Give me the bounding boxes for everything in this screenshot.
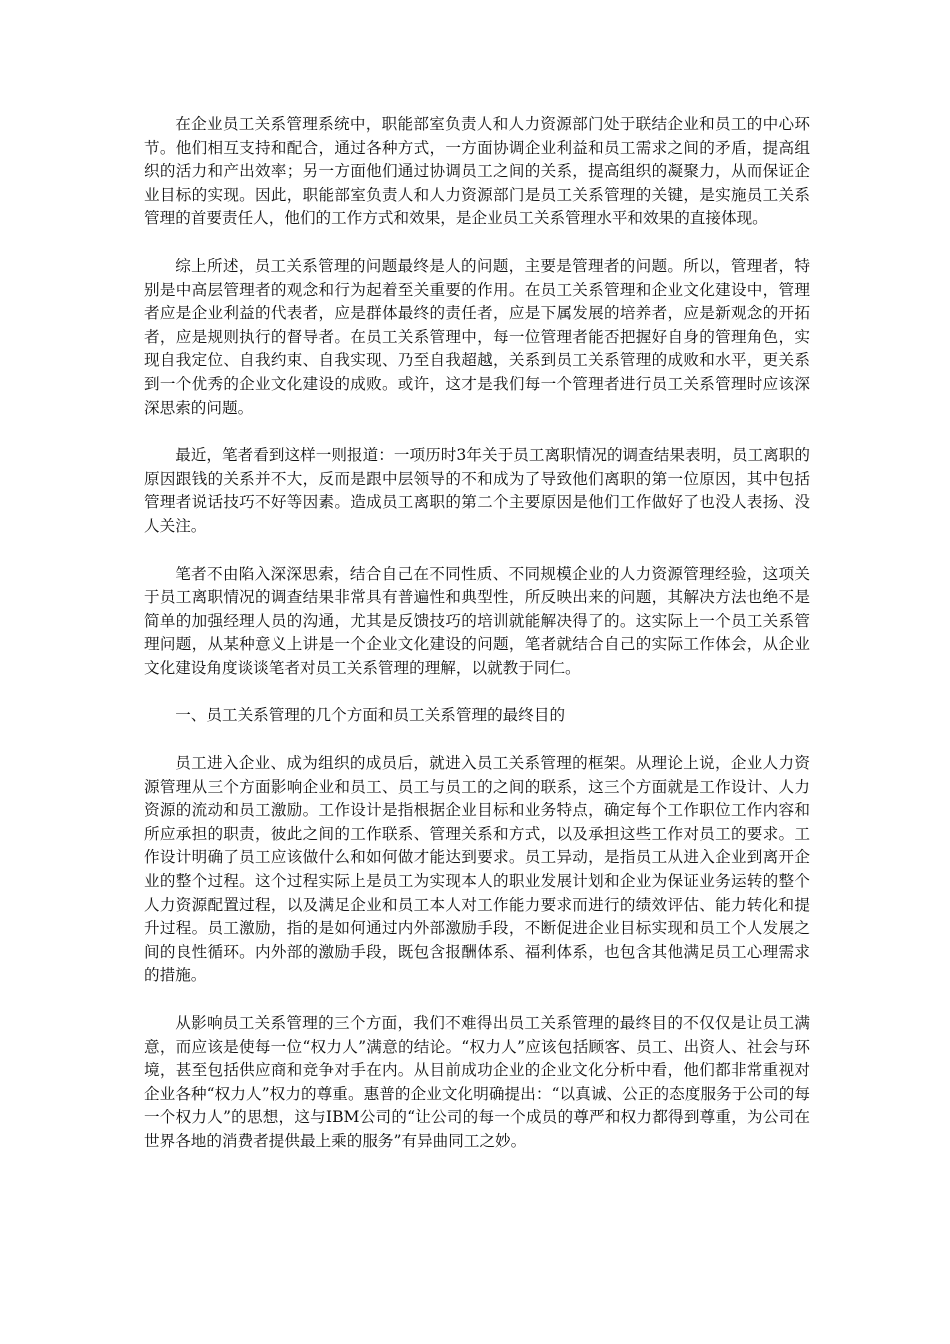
paragraph-2: 综上所述，员工关系管理的问题最终是人的问题，主要是管理者的问题。所以，管理者，特别是中高层管理者的观念和行为起着至关重要的作用。在员工关系管理和企业文化建设中，管理者应是企业利益的代表者，应是群体最终的责任者，应是下属发展的培养者，应是新观念的开拓者，应是规则执行的督导者。在员工关系管理中，每一位管理者能否把握好自身的管理角色，实现自我定位、自我约束、自我实现、乃至自我超越，关系到员工关系管理的成败和水平，更关系到一个优秀的企业文化建设的成败。或许，这才是我们每一个管理者进行员工关系管理时应该深深思索的问题。 (144, 256, 810, 417)
document-page (144, 113, 810, 1178)
paragraph-4: 笔者不由陷入深深思索，结合自己在不同性质、不同规模企业的人力资源管理经验，这项关于员工离职情况的调查结果非常具有普遍性和典型性，所反映出来的问题，其解决方法也绝不是简单的加强经理人员的沟通，尤其是反馈技巧的培训就能解决得了的。这实际上一个员工关系管理问题，从某种意义上讲是一个企业文化建设的问题，笔者就结合自己的实际工作体会，从企业文化建设角度谈谈笔者对员工关系管理的理解，以就教于同仁。 (144, 564, 810, 677)
section-heading: 一、员工关系管理的几个方面和员工关系管理的最终目的 (175, 706, 566, 725)
paragraph-3: 最近，笔者看到这样一则报道：一项历时3年关于员工离职情况的调查结果表明，员工离职的原因跟钱的关系并不大，反而是跟中层领导的不和成为了导致他们离职的第一位原因，其中包括管理者说话技巧不好等因素。造成员工离职的第二个主要原因是他们工作做好了也没人表扬、没人关注。 (144, 446, 810, 535)
paragraph-1: 在企业员工关系管理系统中，职能部室负责人和人力资源部门处于联结企业和员工的中心环节。他们相互支持和配合，通过各种方式，一方面协调企业利益和员工需求之间的矛盾，提高组织的活力和产出效率；另一方面他们通过协调员工之间的关系，提高组织的凝聚力，从而保证企业目标的实现。因此，职能部室负责人和人力资源部门是员工关系管理的关键，是实施员工关系管理的首要责任人，他们的工作方式和效果，是企业员工关系管理水平和效果的直接体现。 (144, 115, 810, 228)
paragraph-5: 员工进入企业、成为组织的成员后，就进入员工关系管理的框架。从理论上说，企业人力资源管理从三个方面影响企业和员工、员工与员工的之间的联系，这三个方面就是工作设计、人力资源的流动和员工激励。工作设计是指根据企业目标和业务特点，确定每个工作职位工作内容和所应承担的职责，彼此之间的工作联系、管理关系和方式，以及承担这些工作对员工的要求。工作设计明确了员工应该做什么和如何做才能达到要求。员工异动，是指员工从进入企业到离开企业的整个过程。这个过程实际上是员工为实现本人的职业发展计划和企业为保证业务运转的整个人力资源配置过程，以及满足企业和员工本人对工作能力要求而进行的绩效评估、能力转化和提升过程。员工激励，指的是如何通过内外部激励手段，不断促进企业目标实现和员工个人发展之间的良性循环。内外部的激励手段，既包含报酬体系、福利体系，也包含其他满足员工心理需求的措施。 (144, 754, 810, 985)
paragraph-6: 从影响员工关系管理的三个方面，我们不难得出员工关系管理的最终目的不仅仅是让员工满意，而应该是使每一位“权力人”满意的结论。“权力人”应该包括顾客、员工、出资人、社会与环境，甚至包括供应商和竞争对手在内。从目前成功企业的企业文化分析中看，他们都非常重视对企业各种“权力人”权力的尊重。惠普的企业文化明确提出：“以真诚、公正的态度服务于公司的每一个权力人”的思想，这与IBM公司的“让公司的每一个成员的尊严和权力都得到尊重，为公司在世界各地的消费者提供最上乘的服务”有异曲同工之妙。 (144, 1014, 810, 1150)
